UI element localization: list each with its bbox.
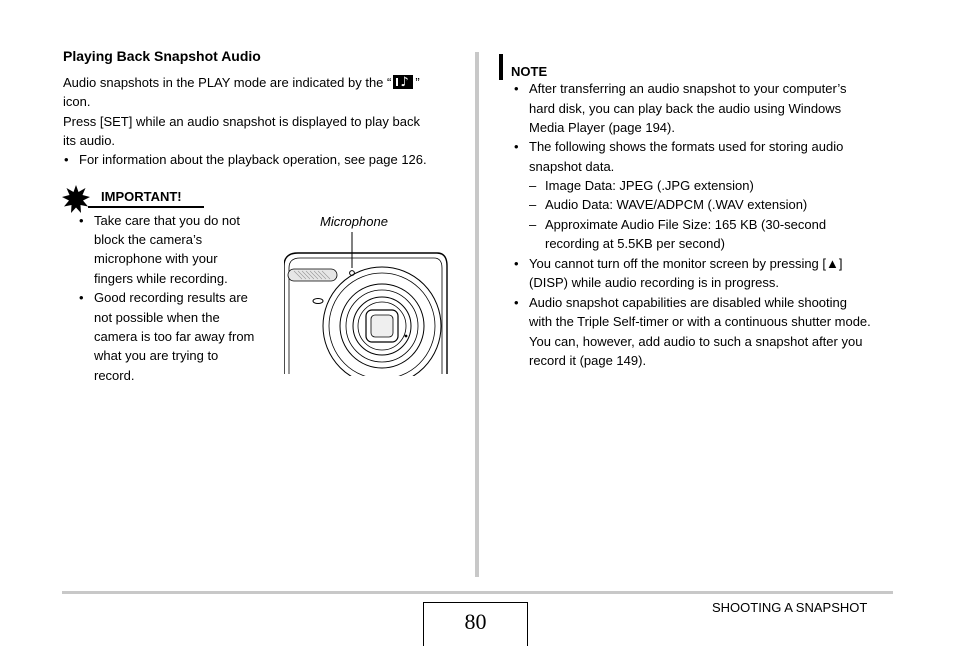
important-line: what you are trying to bbox=[94, 348, 219, 363]
bullet-item: • For information about the playback operation, see page 126. bbox=[79, 150, 427, 169]
paragraph-line: its audio. bbox=[63, 133, 116, 148]
note-line: Media Player (page 194). bbox=[529, 120, 675, 135]
important-line: • Good recording results are bbox=[94, 288, 248, 307]
note-line: snapshot data. bbox=[529, 159, 615, 174]
column-separator bbox=[475, 52, 479, 577]
note-line: (DISP) while audio recording is in progress. bbox=[529, 275, 779, 290]
important-line: • Take care that you do not bbox=[94, 211, 240, 230]
important-line: camera is too far away from bbox=[94, 329, 255, 344]
audio-snapshot-icon bbox=[393, 75, 413, 89]
note-line: with the Triple Self-timer or with a continuous shutter mode. bbox=[529, 314, 871, 329]
important-line: not possible when the bbox=[94, 310, 220, 325]
note-line: – Audio Data: WAVE/ADPCM (.WAV extension) bbox=[545, 195, 807, 214]
paragraph-line: Press [SET] while an audio snapshot is displayed to play back bbox=[63, 114, 420, 129]
note-line: record it (page 149). bbox=[529, 353, 647, 368]
note-line: • The following shows the formats used for storing audio bbox=[529, 137, 843, 156]
note-line: • After transferring an audio snapshot to your computer’s bbox=[529, 79, 846, 98]
note-line: • You cannot turn off the monitor screen by pressing [▲] bbox=[529, 254, 843, 273]
section-heading: Playing Back Snapshot Audio bbox=[63, 48, 261, 64]
important-underline bbox=[88, 206, 204, 208]
note-line: You can, however, add audio to such a snapshot after you bbox=[529, 334, 863, 349]
note-title: NOTE bbox=[511, 64, 548, 79]
important-burst-icon bbox=[62, 185, 90, 213]
note-marker-bar bbox=[499, 54, 503, 80]
note-line: • Audio snapshot capabilities are disabled while shooting bbox=[529, 293, 847, 312]
important-line: microphone with your bbox=[94, 251, 218, 266]
note-line: recording at 5.5KB per second) bbox=[545, 236, 725, 251]
note-line: – Approximate Audio File Size: 165 KB (30-second bbox=[545, 215, 826, 234]
footer-rule bbox=[62, 591, 893, 594]
note-line: hard disk, you can play back the audio using Windows bbox=[529, 101, 842, 116]
important-line: fingers while recording. bbox=[94, 271, 228, 286]
important-title: IMPORTANT! bbox=[101, 189, 182, 204]
paragraph-text: ” bbox=[415, 75, 420, 90]
figure-label: Microphone bbox=[320, 214, 388, 229]
section-footer-title: SHOOTING A SNAPSHOT bbox=[712, 600, 868, 615]
paragraph-line bbox=[63, 73, 420, 92]
note-line: – Image Data: JPEG (.JPG extension) bbox=[545, 176, 754, 195]
page-number: 80 bbox=[423, 602, 528, 646]
camera-illustration bbox=[284, 230, 450, 376]
important-line: block the camera’s bbox=[94, 232, 203, 247]
important-line: record. bbox=[94, 368, 135, 383]
paragraph-line: icon. bbox=[63, 94, 91, 109]
paragraph-text: Audio snapshots in the PLAY mode are indicated by the “ bbox=[63, 75, 392, 90]
